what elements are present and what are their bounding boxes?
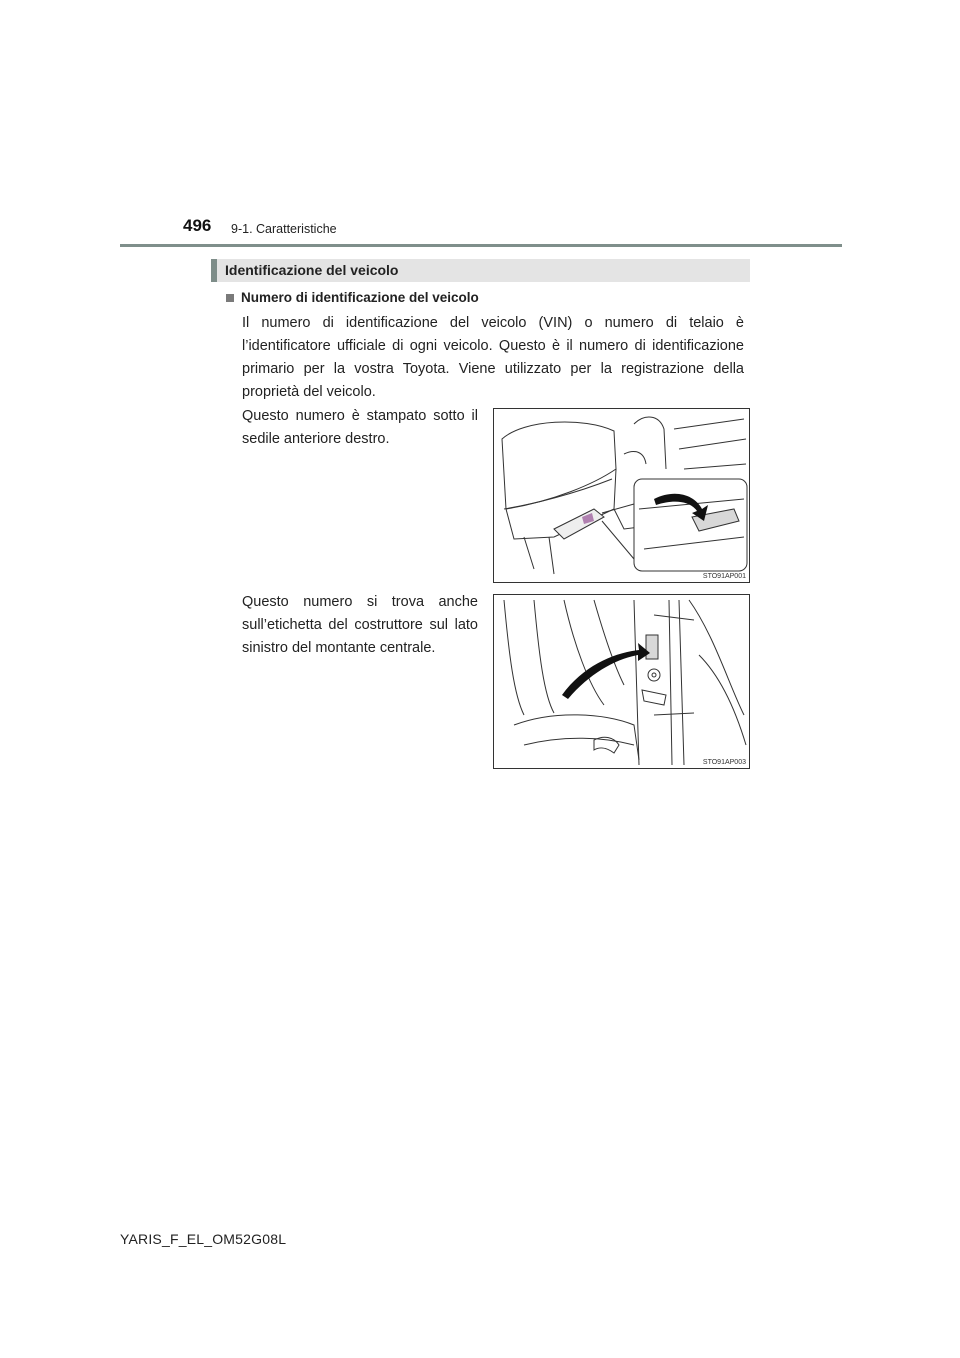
figure-under-seat <box>493 408 750 583</box>
document-code: YARIS_F_EL_OM52G08L <box>120 1231 287 1247</box>
section-title: Identificazione del veicolo <box>225 262 399 278</box>
subsection-title: Numero di identificazione del veicolo <box>241 290 479 305</box>
page-number: 496 <box>183 216 212 235</box>
intro-paragraph: Il numero di identificazione del veicolo (VIN) o numero di telaio è l’identificatore ufficiale di ogni veicolo. Questo è il numero di identificazione primario per la vostra Toyota. Viene utilizzato per la registrazione della proprietà del veicolo. <box>242 315 744 400</box>
figure-code: STO91AP003 <box>702 759 746 766</box>
header-rule <box>120 244 842 247</box>
pillar-illustration <box>494 595 750 769</box>
section-accent <box>211 259 217 282</box>
chapter-title: 9-1. Caratteristiche <box>231 222 337 236</box>
section-heading-bar <box>211 259 750 282</box>
subsection-heading <box>226 290 479 305</box>
figure-code: STO91AP001 <box>702 573 746 580</box>
item-text-pillar: Questo numero si trova anche sull’etichetta del costruttore sul lato sinistro del montante centrale. <box>242 594 478 656</box>
seat-illustration <box>494 409 750 583</box>
figure-center-pillar <box>493 594 750 769</box>
item-text-seat: Questo numero è stampato sotto il sedile anteriore destro. <box>242 408 478 447</box>
square-bullet-icon <box>226 294 234 302</box>
